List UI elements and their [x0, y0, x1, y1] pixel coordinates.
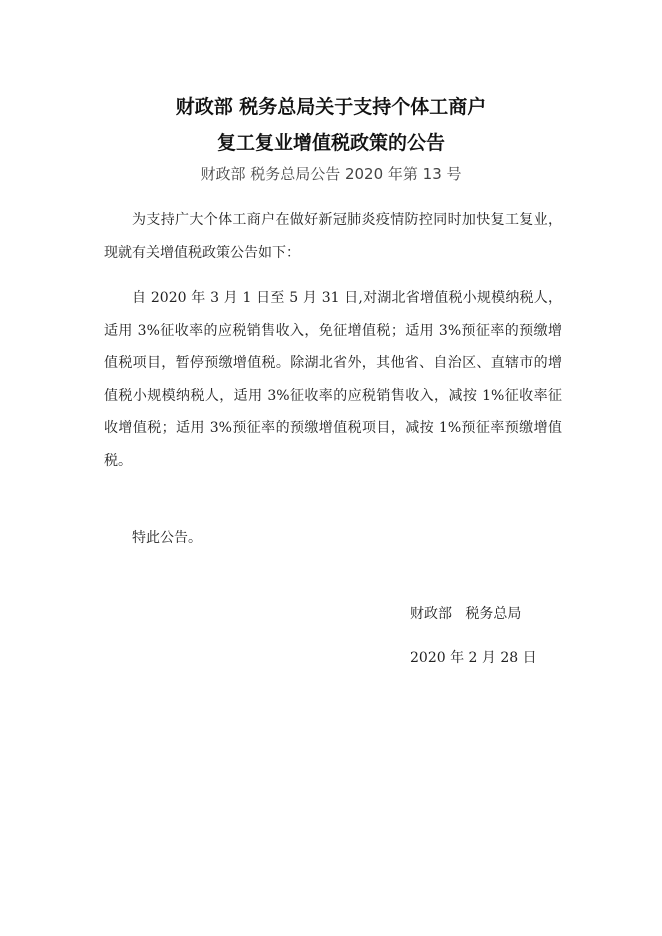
- paragraph-intro: [104, 204, 562, 269]
- paragraph-closing-text: 特此公告。: [132, 530, 202, 546]
- paragraph-intro-text: 为支持广大个体工商户在做好新冠肺炎疫情防控同时加快复工复业，现就有关增值税政策公告如下：: [104, 212, 562, 261]
- document-title-line2: 复工复业增值税政策的公告: [216, 132, 445, 154]
- signature-organizations: 财政部 税务总局: [410, 606, 522, 622]
- paragraph-policy: [104, 282, 562, 477]
- document-title-line1: 财政部 税务总局关于支持个体工商户: [175, 96, 487, 118]
- paragraph-policy-text: 自 2020 年 3 月 1 日至 5 月 31 日,对湖北省增值税小规模纳税人，适用 3%征收率的应税销售收入，免征增值税；适用 3%预征率的预缴增值税项目，暂停预缴增值税。除湖北省外，其他省、自治区、直辖市的增值税小规模纳税人，适用 3%征收率的应税销售收入，减按 1%征收率征收增值税；适用 3%预征率的预缴增值税项目，减按 1%预征率预缴增值税。: [104, 290, 562, 469]
- signature-date: 2020 年 2 月 28 日: [410, 650, 537, 666]
- announcement-number: 财政部 税务总局公告 2020 年第 13 号: [200, 165, 462, 183]
- paragraph-closing: [104, 522, 562, 555]
